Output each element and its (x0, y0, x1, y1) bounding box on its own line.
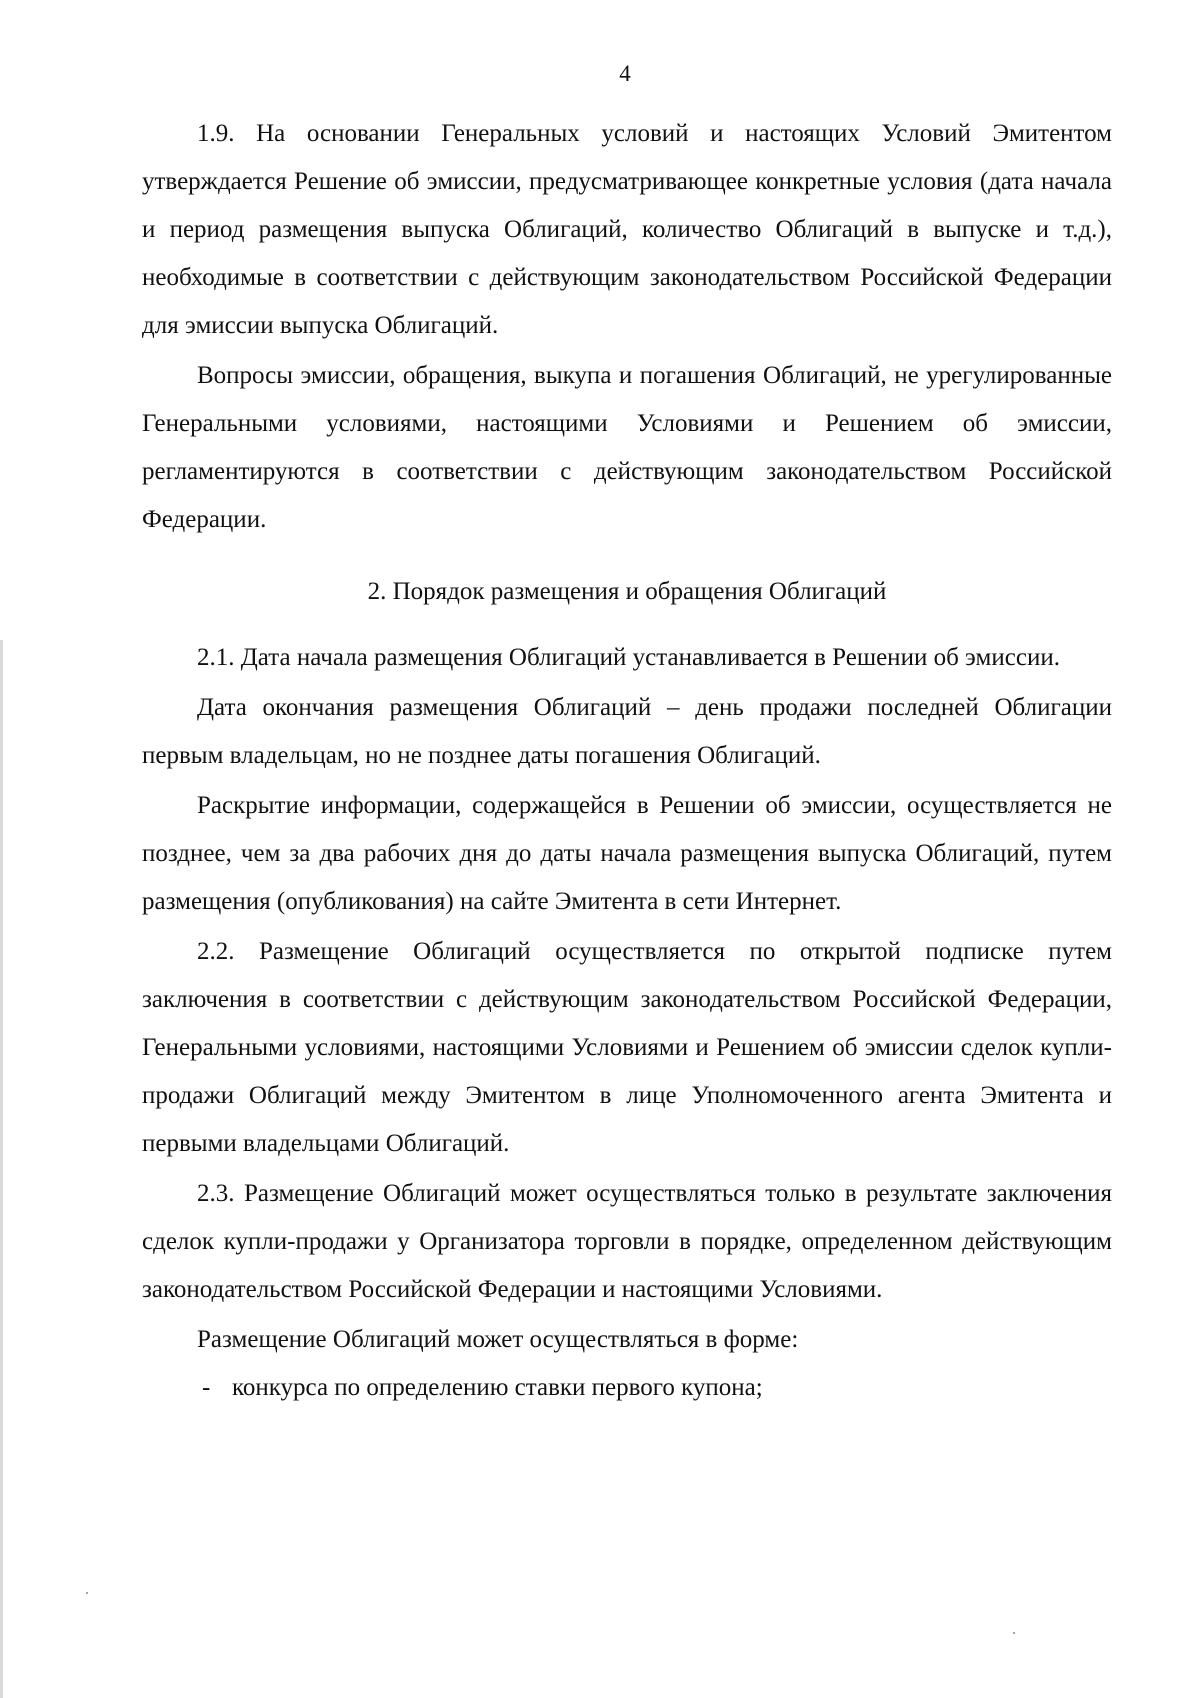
bullet-item (142, 1364, 1112, 1412)
paragraph-2-2: 2.2. Размещение Облигаций осуществляется по открытой подписке путем заключения в соответствии с действующим законодательством Российской Федерации, Генеральными условиями, настоящими Условиями и Решением об эмиссии сделок купли-продажи Облигаций между Эмитентом в лице Уполномоченного агента Эмитента и первыми владельцами Облигаций. (142, 938, 1112, 1157)
bullet-dash: - (202, 1374, 211, 1401)
page-number: 4 (619, 61, 631, 86)
scan-speck (1013, 1632, 1015, 1634)
scan-speck (86, 1592, 88, 1594)
paragraph-disclosure: Раскрытие информации, содержащейся в Решении об эмиссии, осуществляется не позднее, чем за два рабочих дня до даты начала размещения выпуска Облигаций, путем размещения (опубликования) на сайте Эмитента в сети Интернет. (142, 792, 1112, 915)
paragraph-1-9: 1.9. На основании Генеральных условий и настоящих Условий Эмитентом утверждается Решение об эмиссии, предусматривающее конкретные условия (дата начала и период размещения выпуска Облигаций, количество Облигаций в выпуске и т.д.), необходимые в соответствии с действующим законодательством Российской Федерации для эмиссии выпуска Облигаций. (142, 120, 1112, 339)
section-1-text (142, 110, 1112, 544)
paragraph-questions: Вопросы эмиссии, обращения, выкупа и погашения Облигаций, не урегулированные Генеральными условиями, настоящими Условиями и Решением об эмиссии, регламентируются в соответствии с действующим законодательством Российской Федерации. (142, 362, 1112, 533)
paragraph-2-1: 2.1. Дата начала размещения Облигаций устанавливается в Решении об эмиссии. (197, 644, 1060, 671)
paragraph-2-3: 2.3. Размещение Облигаций может осуществляться только в результате заключения сделок купли-продажи у Организатора торговли в порядке, определенном действующим законодательством Российской Федерации и настоящими Условиями. (142, 1180, 1112, 1303)
paragraph-forms: Размещение Облигаций может осуществляться в форме: (197, 1326, 799, 1353)
paragraph-end-date: Дата окончания размещения Облигаций – день продажи последней Облигации первым владельцам, но не позднее даты погашения Облигаций. (142, 694, 1112, 769)
section-2-heading: 2. Порядок размещения и обращения Облигаций (367, 578, 887, 605)
section-2-text (142, 634, 1112, 1412)
bullet-item-text: конкурса по определению ставки первого купона; (232, 1374, 763, 1401)
scan-edge-shadow (0, 640, 3, 1698)
